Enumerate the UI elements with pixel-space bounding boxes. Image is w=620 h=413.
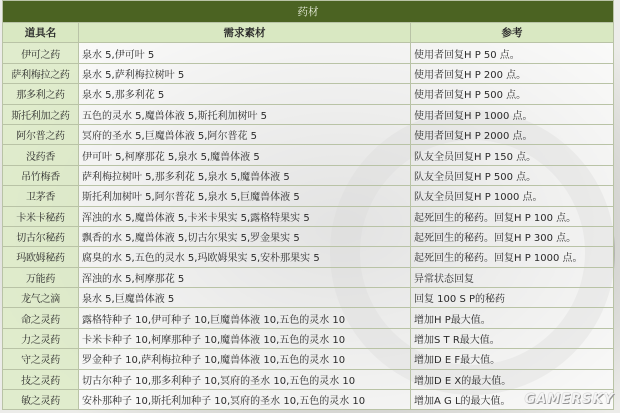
table-row (3, 288, 614, 308)
table-row (3, 84, 614, 104)
reference-cell: 异常状态回复 (411, 267, 614, 287)
item-name-cell: 萨利梅拉之药 (3, 63, 79, 83)
item-name-cell: 没药香 (3, 145, 79, 165)
reference-cell: 队友全员回复H P 500 点。 (411, 165, 614, 185)
table-row (3, 247, 614, 267)
materials-cell: 浑浊的水 5,魔兽体液 5,卡米卡果实 5,露格特果实 5 (79, 206, 411, 226)
header-reference: 参考 (411, 23, 614, 43)
reference-cell: 使用者回复H P 200 点。 (411, 63, 614, 83)
item-name-cell: 斯托利加之药 (3, 104, 79, 124)
item-name-cell: 技之灵药 (3, 369, 79, 389)
reference-cell: 增加D E F最大值。 (411, 349, 614, 369)
materials-cell: 泉水 5,那多利花 5 (79, 84, 411, 104)
reference-cell: 使用者回复H P 1000 点。 (411, 104, 614, 124)
reference-cell: 使用者回复H P 500 点。 (411, 84, 614, 104)
reference-cell: 增加S T R最大值。 (411, 328, 614, 348)
materials-cell: 浑浊的水 5,柯摩那花 5 (79, 267, 411, 287)
reference-cell: 起死回生的秘药。回复H P 100 点。 (411, 206, 614, 226)
table-row (3, 226, 614, 246)
materials-cell: 泉水 5,萨利梅拉树叶 5 (79, 63, 411, 83)
item-name-cell: 吊竹梅香 (3, 165, 79, 185)
header-materials: 需求素材 (79, 23, 411, 43)
item-name-cell: 敏之灵药 (3, 390, 79, 410)
materials-cell: 安朴那种子 10,斯托利加种子 10,冥府的圣水 10,五色的灵水 10 (79, 390, 411, 410)
item-name-cell: 阿尔普之药 (3, 124, 79, 144)
item-name-cell: 万能药 (3, 267, 79, 287)
table-row (3, 63, 614, 83)
materials-cell: 飘香的水 5,魔兽体液 5,切古尔果实 5,罗金果实 5 (79, 226, 411, 246)
item-name-cell: 力之灵药 (3, 328, 79, 348)
table-row (3, 206, 614, 226)
materials-cell: 露格特种子 10,伊可种子 10,巨魔兽体液 10,五色的灵水 10 (79, 308, 411, 328)
materials-cell: 腐臭的水 5,五色的灵水 5,玛欧姆果实 5,安朴那果实 5 (79, 247, 411, 267)
reference-cell: 使用者回复H P 2000 点。 (411, 124, 614, 144)
table-row (3, 349, 614, 369)
table-row (3, 390, 614, 410)
item-name-cell: 切古尔秘药 (3, 226, 79, 246)
item-name-cell: 命之灵药 (3, 308, 79, 328)
materials-cell: 泉水 5,伊可叶 5 (79, 43, 411, 63)
table-row (3, 328, 614, 348)
reference-cell: 增加A G L的最大值。 (411, 390, 614, 410)
reference-cell: 增加D E X的最大值。 (411, 369, 614, 389)
reference-cell: 使用者回复H P 50 点。 (411, 43, 614, 63)
materials-cell: 卡米卡种子 10,柯摩那种子 10,魔兽体液 10,五色的灵水 10 (79, 328, 411, 348)
materials-cell: 罗金种子 10,萨利梅拉种子 10,魔兽体液 10,五色的灵水 10 (79, 349, 411, 369)
materials-cell: 切古尔种子 10,那多利种子 10,冥府的圣水 10,五色的灵水 10 (79, 369, 411, 389)
reference-cell: 队友全员回复H P 150 点。 (411, 145, 614, 165)
table-row (3, 145, 614, 165)
table-row (3, 369, 614, 389)
table-row (3, 186, 614, 206)
table-row (3, 267, 614, 287)
reference-cell: 增加H P最大值。 (411, 308, 614, 328)
reference-cell: 起死回生的秘药。回复H P 300 点。 (411, 226, 614, 246)
item-name-cell: 玛欧姆秘药 (3, 247, 79, 267)
item-name-cell: 伊可之药 (3, 43, 79, 63)
table-row (3, 308, 614, 328)
table-title: 药材 (3, 1, 614, 23)
item-name-cell: 卡米卡秘药 (3, 206, 79, 226)
reference-cell: 回复 100 S P的秘药 (411, 288, 614, 308)
item-name-cell: 守之灵药 (3, 349, 79, 369)
table-row (3, 104, 614, 124)
materials-cell: 斯托利加树叶 5,阿尔普花 5,泉水 5,巨魔兽体液 5 (79, 186, 411, 206)
materials-cell: 冥府的圣水 5,巨魔兽体液 5,阿尔普花 5 (79, 124, 411, 144)
materials-cell: 五色的灵水 5,魔兽体液 5,斯托利加树叶 5 (79, 104, 411, 124)
materials-cell: 萨利梅拉树叶 5,那多利花 5,泉水 5,魔兽体液 5 (79, 165, 411, 185)
table-row (3, 165, 614, 185)
watermark-logo: GAMERSKY (524, 392, 614, 407)
materials-cell: 泉水 5,巨魔兽体液 5 (79, 288, 411, 308)
reference-cell: 队友全员回复H P 1000 点。 (411, 186, 614, 206)
table-row (3, 43, 614, 63)
item-name-cell: 卫茅香 (3, 186, 79, 206)
medicine-table (2, 0, 614, 410)
reference-cell: 起死回生的秘药。回复H P 1000 点。 (411, 247, 614, 267)
item-name-cell: 龙气之滴 (3, 288, 79, 308)
materials-cell: 伊可叶 5,柯摩那花 5,泉水 5,魔兽体液 5 (79, 145, 411, 165)
item-name-cell: 那多利之药 (3, 84, 79, 104)
header-item-name: 道具名 (3, 23, 79, 43)
table-row (3, 124, 614, 144)
